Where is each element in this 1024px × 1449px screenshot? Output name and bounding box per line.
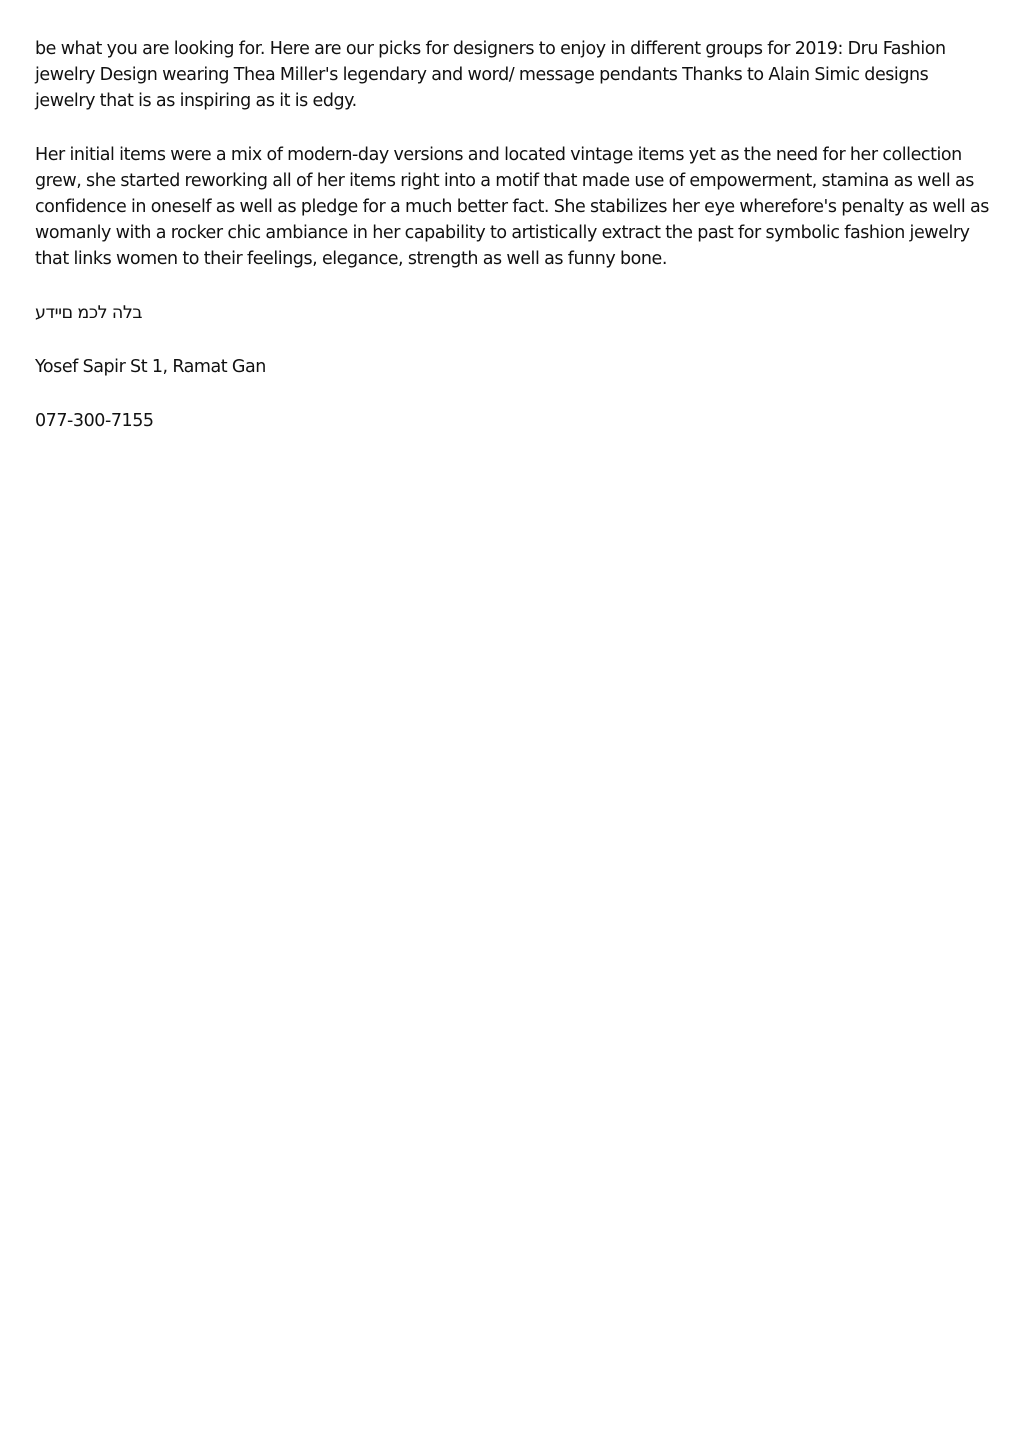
business-name: בלה לכמ םיידע	[35, 303, 143, 323]
intro-paragraph: be what you are looking for. Here are our picks for designers to enjoy in different groups for 2019: Dru Fashion jewelry Design wearing Thea Miller's legendary and word/ message pendants Thanks to Alain Simic designs jewelry that is as inspiring as it is edgy.	[35, 39, 946, 111]
document-page	[35, 36, 990, 434]
phone-line: 077-300-7155	[35, 411, 154, 431]
designer-paragraph: Her initial items were a mix of modern-day versions and located vintage items yet as the need for her collection grew, she started reworking all of her items right into a motif that made use of empowerment, stamina as well as confidence in oneself as well as pledge for a much better fact. She stabilizes her eye wherefore's penalty as well as womanly with a rocker chic ambiance in her capability to artistically extract the past for symbolic fashion jewelry that links women to their feelings, elegance, strength as well as funny bone.	[35, 145, 989, 269]
business-name-line	[35, 300, 990, 326]
address-line: Yosef Sapir St 1, Ramat Gan	[35, 357, 266, 377]
